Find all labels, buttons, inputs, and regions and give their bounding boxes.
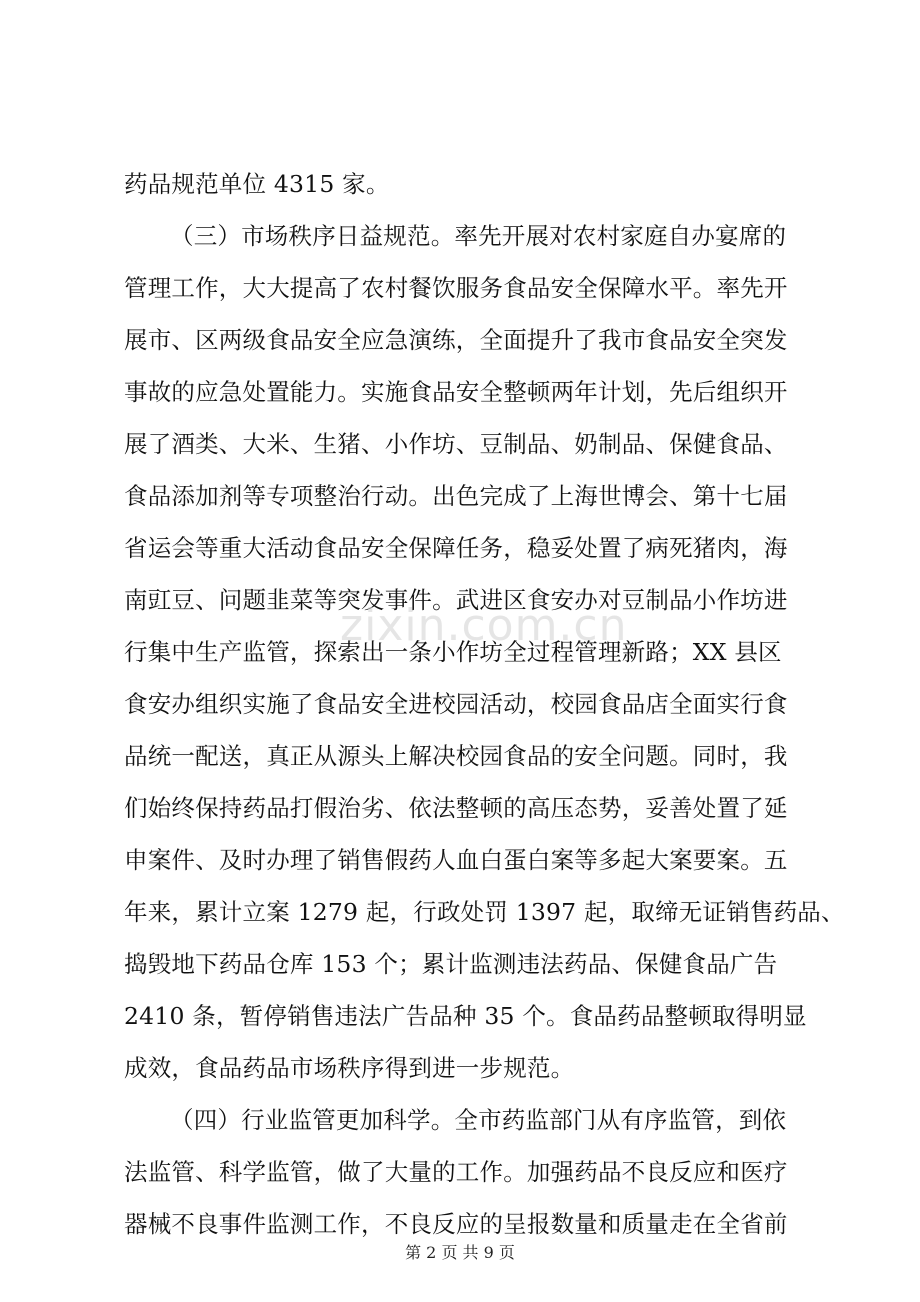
text-line-16: 捣毁地下药品仓库 153 个；累计监测违法药品、保健食品广告	[124, 950, 778, 978]
text-line-15: 年来，累计立案 1279 起，行政处罚 1397 起，取缔无证销售药品、	[124, 898, 845, 926]
text-line-20: 法监管、科学监管，做了大量的工作。加强药品不良反应和医疗	[124, 1158, 788, 1186]
text-line-11: 食安办组织实施了食品安全进校园活动，校园食品店全面实行食	[124, 690, 788, 718]
text-line-9: 南豇豆、问题韭菜等突发事件。武进区食安办对豆制品小作坊进	[124, 586, 788, 614]
text-line-18: 成效，食品药品市场秩序得到进一步规范。	[124, 1054, 575, 1082]
page-footer: 第 2 页 共 9 页	[405, 1243, 515, 1262]
text-line-21: 器械不良事件监测工作，不良反应的呈报数量和质量走在全省前	[124, 1210, 788, 1238]
text-line-6: 展了酒类、大米、生猪、小作坊、豆制品、奶制品、保健食品、	[124, 430, 788, 458]
text-line-12: 品统一配送，真正从源头上解决校园食品的安全问题。同时，我	[124, 742, 788, 770]
text-line-1: 药品规范单位 4315 家。	[124, 170, 390, 198]
text-line-14: 申案件、及时办理了销售假药人血白蛋白案等多起大案要案。五	[124, 846, 788, 874]
text-line-13: 们始终保持药品打假治劣、依法整顿的高压态势，妥善处置了延	[124, 794, 788, 822]
text-line-5: 事故的应急处置能力。实施食品安全整顿两年计划，先后组织开	[124, 378, 788, 406]
paragraph-3-start: （三）市场秩序日益规范。率先开展对农村家庭自办宴席的	[170, 222, 787, 250]
text-line-10: 行集中生产监管，探索出一条小作坊全过程管理新路；XX 县区	[124, 638, 782, 666]
text-line-3: 管理工作，大大提高了农村餐饮服务食品安全保障水平。率先开	[124, 274, 788, 302]
text-line-17: 2410 条，暂停销售违法广告品种 35 个。食品药品整顿取得明显	[124, 1002, 807, 1030]
text-line-4: 展市、区两级食品安全应急演练，全面提升了我市食品安全突发	[124, 326, 788, 354]
paragraph-4-start: （四）行业监管更加科学。全市药监部门从有序监管，到依	[170, 1106, 787, 1134]
text-line-7: 食品添加剂等专项整治行动。出色完成了上海世博会、第十七届	[124, 482, 788, 510]
text-line-8: 省运会等重大活动食品安全保障任务，稳妥处置了病死猪肉，海	[124, 534, 788, 562]
watermark: zixin.com.cn	[340, 600, 628, 651]
